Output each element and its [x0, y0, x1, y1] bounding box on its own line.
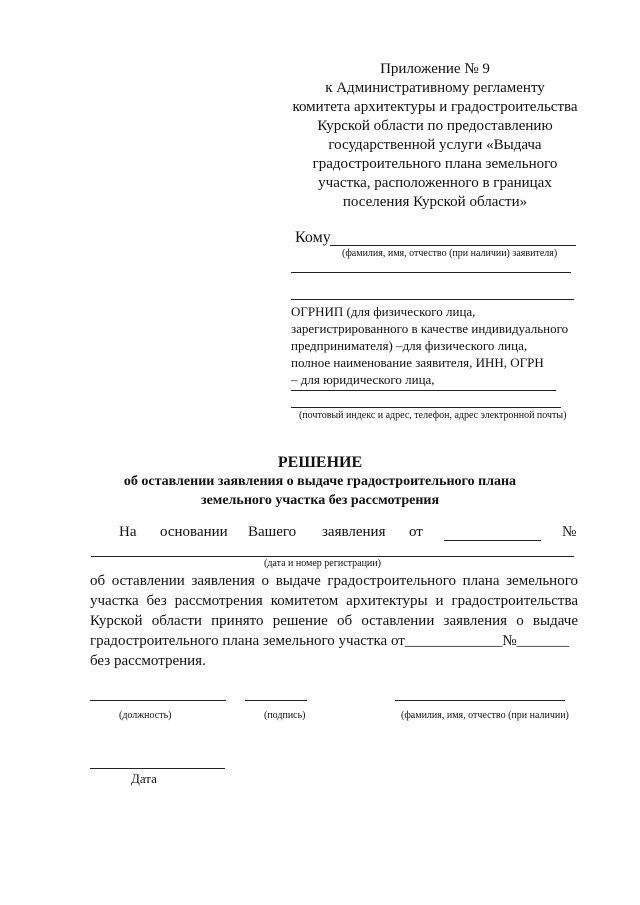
appendix-line: Курской области по предоставлению: [317, 118, 553, 134]
ogrnip-block: [291, 303, 568, 388]
signature-caption: (подпись): [264, 710, 306, 721]
number-blank: _______: [516, 633, 570, 649]
signature-field-line: [245, 700, 307, 701]
position-field-line: [90, 700, 226, 701]
number-sign: №: [562, 524, 577, 540]
basis-word: заявления: [322, 524, 386, 540]
position-caption: (должность): [119, 710, 172, 721]
appendix-line: поселения Курской области»: [342, 194, 528, 210]
appendix-line: комитета архитектуры и градостроительства: [292, 99, 578, 115]
date-label: Дата: [131, 771, 157, 786]
ogrnip-line: – для юридического лица,: [291, 372, 435, 387]
fio-caption: (фамилия, имя, отчество (при наличии) заявителя): [342, 248, 558, 259]
date-field-line: [90, 768, 225, 769]
appendix-line: участка, расположенного в границах: [318, 175, 552, 191]
body-line: [90, 631, 569, 651]
contacts-caption: (почтовый индекс и адрес, телефон, адрес электронной почты): [299, 410, 567, 421]
registration-field-line: [91, 556, 574, 557]
date-field-line: [444, 540, 541, 541]
decision-subtitle: земельного участка без рассмотрения: [200, 493, 440, 508]
fio-signature-caption: (фамилия, имя, отчество (при наличии): [401, 710, 569, 721]
appendix-line: к Административному регламенту: [325, 80, 545, 96]
ogrnip-line: ОГРНИП (для физического лица,: [291, 304, 476, 319]
ogrnip-line: зарегистрированного в качестве индивидуального: [291, 321, 569, 336]
contacts-field-line: [291, 407, 561, 408]
body-line: об оставлении заявления о выдаче градостроительного плана земельного: [90, 573, 578, 589]
basis-word: от: [409, 524, 423, 540]
date-caption: (дата и номер регистрации): [264, 558, 381, 569]
fio-signature-field-line: [395, 700, 565, 701]
fio-field-line: [330, 245, 576, 246]
to-label: Кому: [295, 229, 331, 246]
appendix-header: [270, 60, 600, 212]
appendix-line: Приложение № 9: [380, 61, 490, 77]
body-line: участка без рассмотрения комитетом архитектуры и градостроительства: [90, 593, 578, 609]
basis-word: На: [119, 524, 137, 540]
basis-word: Вашего: [248, 524, 297, 540]
decision-title: РЕШЕНИЕ: [277, 454, 363, 471]
basis-word: основании: [160, 524, 228, 540]
date-blank: _____________: [404, 633, 503, 649]
ogrnip-field-line: [291, 390, 556, 391]
ogrnip-line: полное наименование заявителя, ИНН, ОГРН: [291, 355, 544, 370]
decision-subtitle: об оставлении заявления о выдаче градостроительного плана: [123, 474, 517, 489]
addressee-field-line: [291, 299, 574, 300]
number-sign: №: [502, 633, 517, 649]
appendix-line: государственной услуги «Выдача: [328, 137, 542, 153]
appendix-line: градостроительного плана земельного: [312, 156, 558, 172]
body-line: без рассмотрения.: [90, 653, 206, 669]
body-text: градостроительного плана земельного участка от: [90, 633, 405, 649]
addressee-field-line: [291, 272, 571, 273]
body-line: Курской области принято решение об оставлении заявления о выдаче: [90, 613, 578, 629]
ogrnip-line: предпринимателя) –для физического лица,: [291, 338, 528, 353]
